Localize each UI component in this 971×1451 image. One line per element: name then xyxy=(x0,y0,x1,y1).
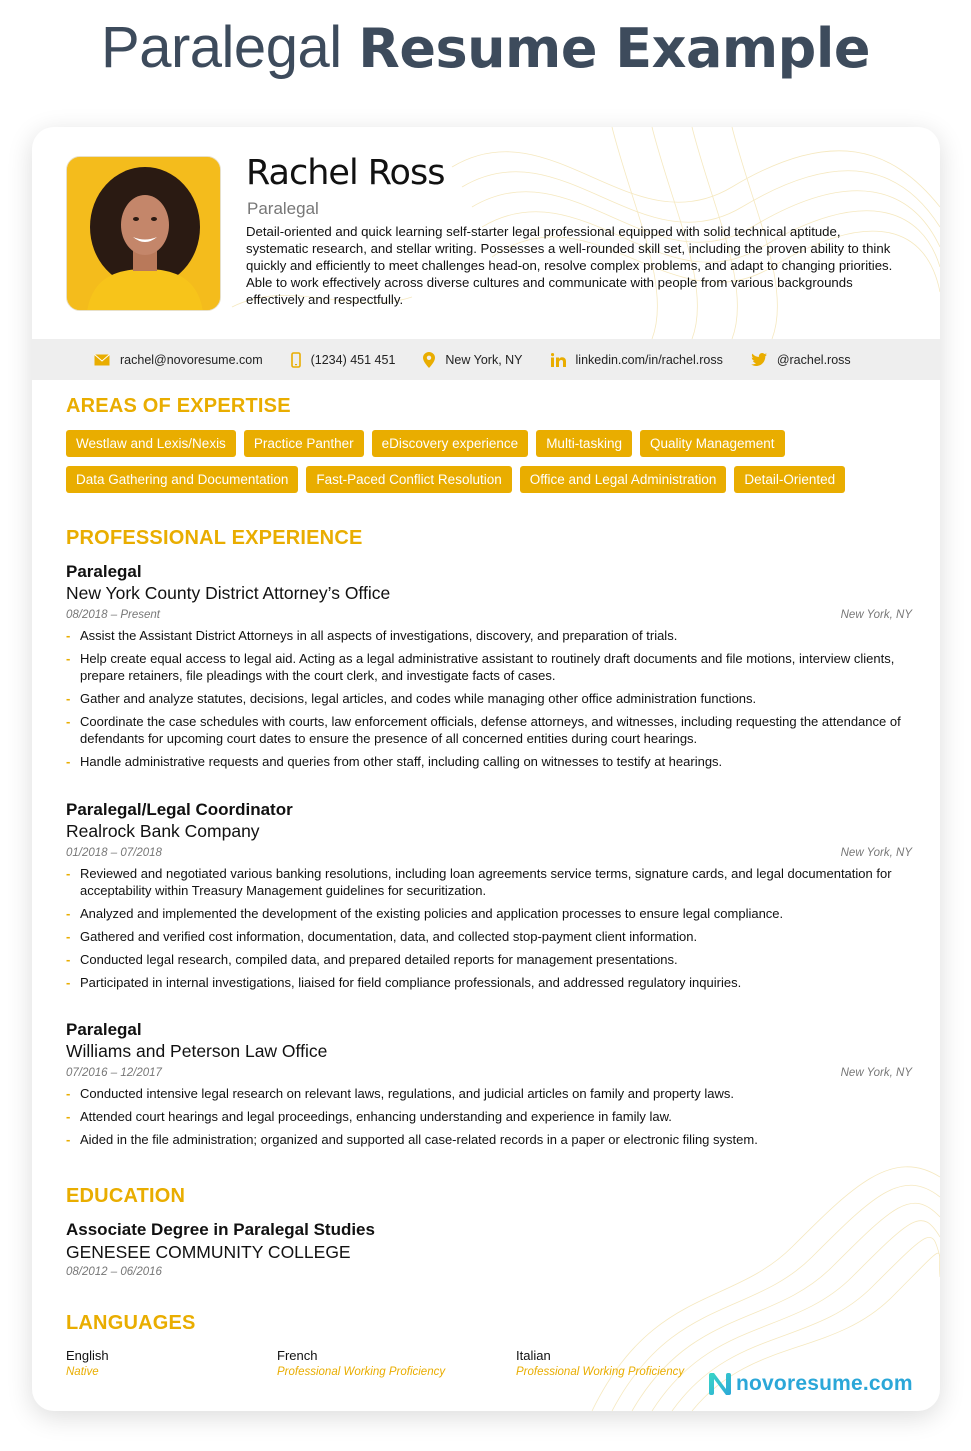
expertise-tag: Quality Management xyxy=(640,430,785,457)
job-bullets xyxy=(66,1085,912,1148)
language-level: Professional Working Proficiency xyxy=(516,1366,685,1378)
job-bullet: - Attended court hearings and legal proceedings, enhancing understanding and experience in family law. xyxy=(66,1108,912,1125)
job-bullet: - Help create equal access to legal aid. Acting as a legal administrative assistant to routinely draft documents and file motions, interview clients, prepare retainers, file pleadings with the court clerk, and investigate facts of cases. xyxy=(66,650,912,684)
resume-card xyxy=(32,127,940,1411)
contact-location-text: New York, NY xyxy=(445,352,523,367)
page-title-bold: Resume Example xyxy=(358,17,870,80)
language-level: Professional Working Proficiency xyxy=(277,1366,446,1378)
job-title: Paralegal/Legal Coordinator xyxy=(66,800,293,819)
job-bullet: - Coordinate the case schedules with courts, law enforcement officials, defense attorneys, and witnesses, including requesting the attendance of defendants for upcoming court dates to ensure the presence of all concerned entities during court hearings. xyxy=(66,713,912,747)
brand-text: novoresume.com xyxy=(736,1372,913,1395)
novoresume-brand[interactable] xyxy=(708,1372,913,1396)
expertise-tag: Westlaw and Lexis/Nexis xyxy=(66,430,236,457)
section-title-experience: PROFESSIONAL EXPERIENCE xyxy=(66,527,363,549)
contact-bar xyxy=(32,339,940,380)
page-title-light: Paralegal xyxy=(101,15,342,80)
candidate-name: Rachel Ross xyxy=(246,153,445,193)
job-bullets xyxy=(66,865,912,991)
candidate-role: Paralegal xyxy=(247,199,319,218)
job-meta xyxy=(66,1066,912,1080)
job-bullet: - Aided in the file administration; organized and supported all case-related records in a paper or electronic filing system. xyxy=(66,1131,912,1148)
job-bullet: - Reviewed and negotiated various banking resolutions, including loan agreements service terms, signature cards, and legal documentation for acceptability within Treasury Management guidelines for securitization. xyxy=(66,865,912,899)
job-location: New York, NY xyxy=(840,609,912,621)
expertise-tag: Office and Legal Administration xyxy=(520,466,727,493)
phone-icon xyxy=(291,352,301,368)
language-name: Italian xyxy=(516,1348,551,1363)
contact-twitter-text: @rachel.ross xyxy=(776,352,851,367)
expertise-tag: eDiscovery experience xyxy=(372,430,529,457)
job-dates: 08/2018 – Present xyxy=(66,609,160,621)
job-company: New York County District Attorney’s Office xyxy=(66,583,391,603)
section-title-education: EDUCATION xyxy=(66,1185,186,1207)
language-item xyxy=(277,1348,516,1380)
summary-text: Detail-oriented and quick learning self-starter legal professional equipped with solid technical aptitude, systematic research, and stellar writing. Possesses a well-rounded skill set, including the proven ability to think quickly and efficiently to meet challenges head-on, resolve complex problems, and adapt to changing priorities. Able to work effectively across diverse cultures and communicate with people from various backgrounds effectively and respectfully. xyxy=(246,224,893,307)
job-bullet: - Gather and analyze statutes, decisions, legal articles, and codes while managing other office administration functions. xyxy=(66,690,912,707)
job-entry xyxy=(66,1019,912,1154)
job-bullet: - Participated in internal investigations, liaised for field compliance professionals, and addressed regulatory inquiries. xyxy=(66,974,912,991)
expertise-tag: Fast-Paced Conflict Resolution xyxy=(306,466,511,493)
education-degree: Associate Degree in Paralegal Studies xyxy=(66,1220,375,1239)
profile-photo xyxy=(66,156,221,311)
education-entry xyxy=(66,1219,375,1278)
contact-phone[interactable] xyxy=(291,352,396,368)
expertise-tag: Multi-tasking xyxy=(536,430,632,457)
person-portrait-icon xyxy=(67,157,221,311)
expertise-tag: Data Gathering and Documentation xyxy=(66,466,298,493)
language-item xyxy=(66,1348,277,1380)
job-bullet: - Conducted legal research, compiled data, and prepared detailed reports for management presentations. xyxy=(66,951,912,968)
page-title xyxy=(0,14,971,81)
language-name: English xyxy=(66,1348,109,1363)
expertise-tag: Practice Panther xyxy=(244,430,364,457)
job-entry xyxy=(66,561,912,776)
education-dates: 08/2012 – 06/2016 xyxy=(66,1266,162,1278)
job-company: Realrock Bank Company xyxy=(66,821,260,841)
contact-linkedin[interactable] xyxy=(551,353,723,367)
job-company: Williams and Peterson Law Office xyxy=(66,1041,328,1061)
job-title: Paralegal xyxy=(66,562,142,581)
job-title: Paralegal xyxy=(66,1020,142,1039)
job-bullet: - Gathered and verified cost information, documentation, data, and collected stop-payment client information. xyxy=(66,928,912,945)
contact-email-text: rachel@novoresume.com xyxy=(120,352,263,367)
language-level: Native xyxy=(66,1366,99,1378)
job-bullet: - Handle administrative requests and queries from other staff, including calling on witnesses to testify at hearings. xyxy=(66,753,912,770)
contact-twitter[interactable] xyxy=(751,353,851,367)
job-bullet: - Analyzed and implemented the development of the existing policies and application processes to ensure legal compliance. xyxy=(66,905,912,922)
language-item xyxy=(516,1348,727,1380)
job-meta xyxy=(66,608,912,622)
envelope-icon xyxy=(94,354,110,366)
section-title-expertise: AREAS OF EXPERTISE xyxy=(66,395,291,417)
job-meta xyxy=(66,846,912,860)
expertise-tags xyxy=(66,430,906,493)
novoresume-n-logo-icon xyxy=(708,1372,732,1396)
job-location: New York, NY xyxy=(840,1067,912,1079)
job-bullets xyxy=(66,627,912,770)
job-dates: 07/2016 – 12/2017 xyxy=(66,1067,162,1079)
contact-linkedin-text: linkedin.com/in/rachel.ross xyxy=(575,352,723,367)
twitter-bird-icon xyxy=(751,353,767,366)
linkedin-icon xyxy=(551,353,566,367)
contact-email[interactable] xyxy=(94,353,263,367)
languages-list xyxy=(66,1348,727,1380)
education-school: GENESEE COMMUNITY COLLEGE xyxy=(66,1242,351,1262)
contact-location xyxy=(423,352,522,368)
contact-phone-text: (1234) 451 451 xyxy=(310,352,396,367)
expertise-tag: Detail-Oriented xyxy=(734,466,845,493)
section-title-languages: LANGUAGES xyxy=(66,1312,196,1334)
map-pin-icon xyxy=(423,352,435,368)
job-dates: 01/2018 – 07/2018 xyxy=(66,847,162,859)
language-name: French xyxy=(277,1348,318,1363)
job-location: New York, NY xyxy=(840,847,912,859)
job-bullet: - Conducted intensive legal research on relevant laws, regulations, and judicial articles on family and property laws. xyxy=(66,1085,912,1102)
job-bullet: - Assist the Assistant District Attorneys in all aspects of investigations, discovery, and preparation of trials. xyxy=(66,627,912,644)
job-entry xyxy=(66,799,912,997)
